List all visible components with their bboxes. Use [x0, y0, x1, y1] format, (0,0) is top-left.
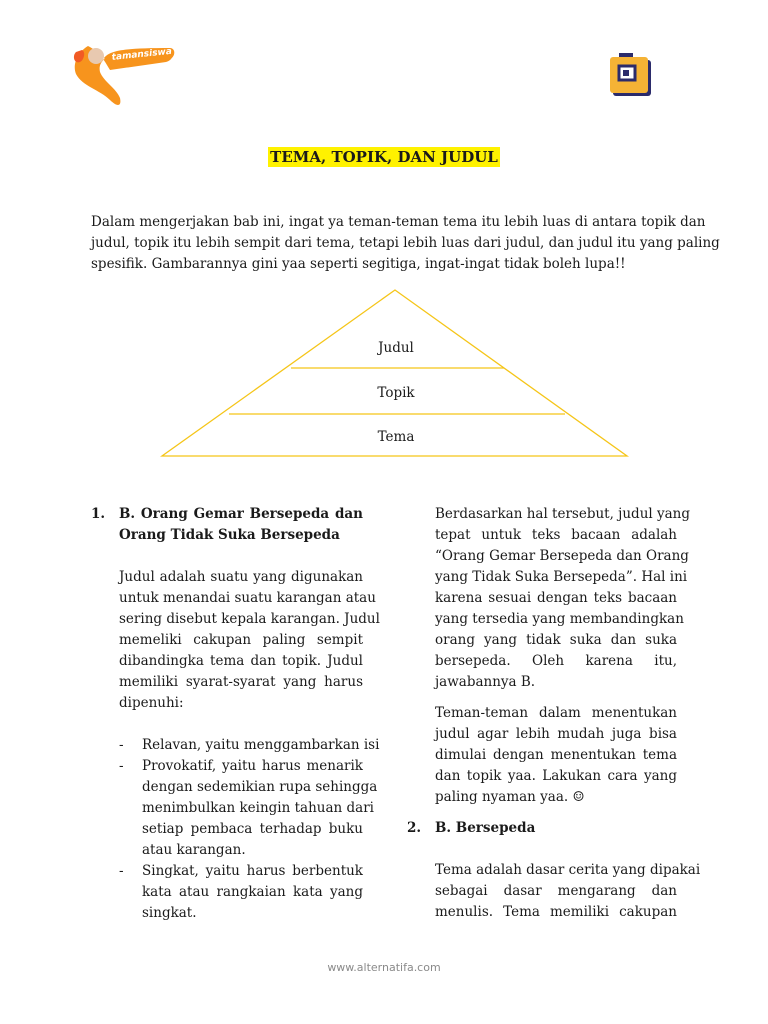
footer-url[interactable]: www.alternatifa.com [327, 961, 441, 974]
paragraph-line: judul agar lebih mudah juga bisa [435, 726, 677, 742]
paragraph-line: sebagai dasar mengarang dan [435, 883, 677, 899]
intro-paragraph [91, 212, 720, 275]
list-item [119, 756, 378, 861]
pyramid-diagram [160, 288, 630, 460]
page-title: TEMA, TOPIK, DAN JUDUL [270, 148, 498, 166]
paragraph-line: sering disebut kepala karangan. Judul [119, 611, 380, 627]
paragraph-line: memiliki syarat-syarat yang harus [119, 674, 363, 690]
left-column [91, 504, 380, 924]
paragraph-line: bersepeda. Oleh karena itu, [435, 653, 677, 669]
paragraph-line: Berdasarkan hal tersebut, judul yang [435, 506, 691, 522]
bullet-marker: - [119, 758, 124, 774]
list-line: setiap pembaca terhadap buku [142, 821, 363, 837]
list-line: atau karangan. [142, 842, 246, 858]
heading-line: B. Bersepeda [435, 820, 536, 836]
paragraph-line: “Orang Gemar Bersepeda dan Orang [435, 548, 689, 564]
question-2-heading [407, 818, 677, 839]
tamansiswa-logo [70, 38, 180, 108]
definition-paragraph [119, 567, 380, 714]
item-number: 1. [91, 506, 106, 522]
theme-paragraph [435, 860, 701, 923]
paragraph-line: dimulai dengan menentukan tema [435, 747, 677, 763]
list-item [119, 861, 363, 924]
list-line: Singkat, yaitu harus berbentuk [142, 863, 363, 879]
pyramid-level-tema: Tema [377, 429, 415, 445]
paragraph-line: menulis. Tema memiliki cakupan [435, 904, 677, 920]
paragraph-line: untuk menandai suatu karangan atau [119, 590, 376, 606]
requirements-list [91, 735, 380, 924]
list-line: kata atau rangkaian kata yang [142, 884, 363, 900]
list-line: singkat. [142, 905, 197, 921]
paragraph-line: memeliki cakupan paling sempit [119, 632, 363, 648]
svg-text:tamansiswa: tamansiswa [111, 46, 173, 63]
bullet-marker: - [119, 737, 124, 753]
explanation-paragraph [435, 504, 691, 693]
list-line: dengan sedemikian rupa sehingga [142, 779, 378, 795]
intro-line: Dalam mengerjakan bab ini, ingat ya teman-teman tema itu lebih luas di antara topik dan [91, 214, 706, 230]
list-line: menimbulkan keingin tahuan dari [142, 800, 374, 816]
list-item [119, 735, 380, 756]
heading-line: B. Orang Gemar Bersepeda dan [119, 506, 363, 522]
alternatifa-logo [607, 50, 655, 98]
heading-line: Orang Tidak Suka Bersepeda [119, 527, 340, 543]
intro-line: judul, topik itu lebih sempit dari tema, tetapi lebih luas dari judul, dan judul itu yang paling [91, 235, 720, 251]
question-1-heading [91, 504, 363, 546]
item-number: 2. [407, 820, 422, 836]
paragraph-line: karena sesuai dengan teks bacaan [435, 590, 677, 606]
paragraph-line: yang tersedia yang membandingkan [435, 611, 684, 627]
list-line: Provokatif, yaitu harus menarik [142, 758, 363, 774]
paragraph-line: Teman-teman dalam menentukan [435, 705, 677, 721]
paragraph-line: paling nyaman yaa. ☺ [435, 789, 585, 805]
pyramid-level-topik: Topik [377, 385, 415, 401]
pyramid-level-judul: Judul [378, 340, 414, 356]
paragraph-line: yang Tidak Suka Bersepeda”. Hal ini [435, 569, 688, 585]
paragraph-line: Judul adalah suatu yang digunakan [119, 569, 363, 585]
paragraph-line: dan topik yaa. Lakukan cara yang [435, 768, 677, 784]
paragraph-line: dibandingka tema dan topik. Judul [119, 653, 363, 669]
intro-line: spesifik. Gambarannya gini yaa seperti segitiga, ingat-ingat tidak boleh lupa!! [91, 256, 626, 272]
right-column [407, 504, 701, 923]
paragraph-line: dipenuhi: [119, 695, 184, 711]
paragraph-line: tepat untuk teks bacaan adalah [435, 527, 677, 543]
tip-paragraph [435, 703, 677, 808]
bullet-marker: - [119, 863, 124, 879]
list-line: Relavan, yaitu menggambarkan isi [142, 737, 380, 753]
paragraph-line: orang yang tidak suka dan suka [435, 632, 677, 648]
paragraph-line: jawabannya B. [435, 674, 536, 690]
paragraph-line: Tema adalah dasar cerita yang dipakai [435, 862, 701, 878]
